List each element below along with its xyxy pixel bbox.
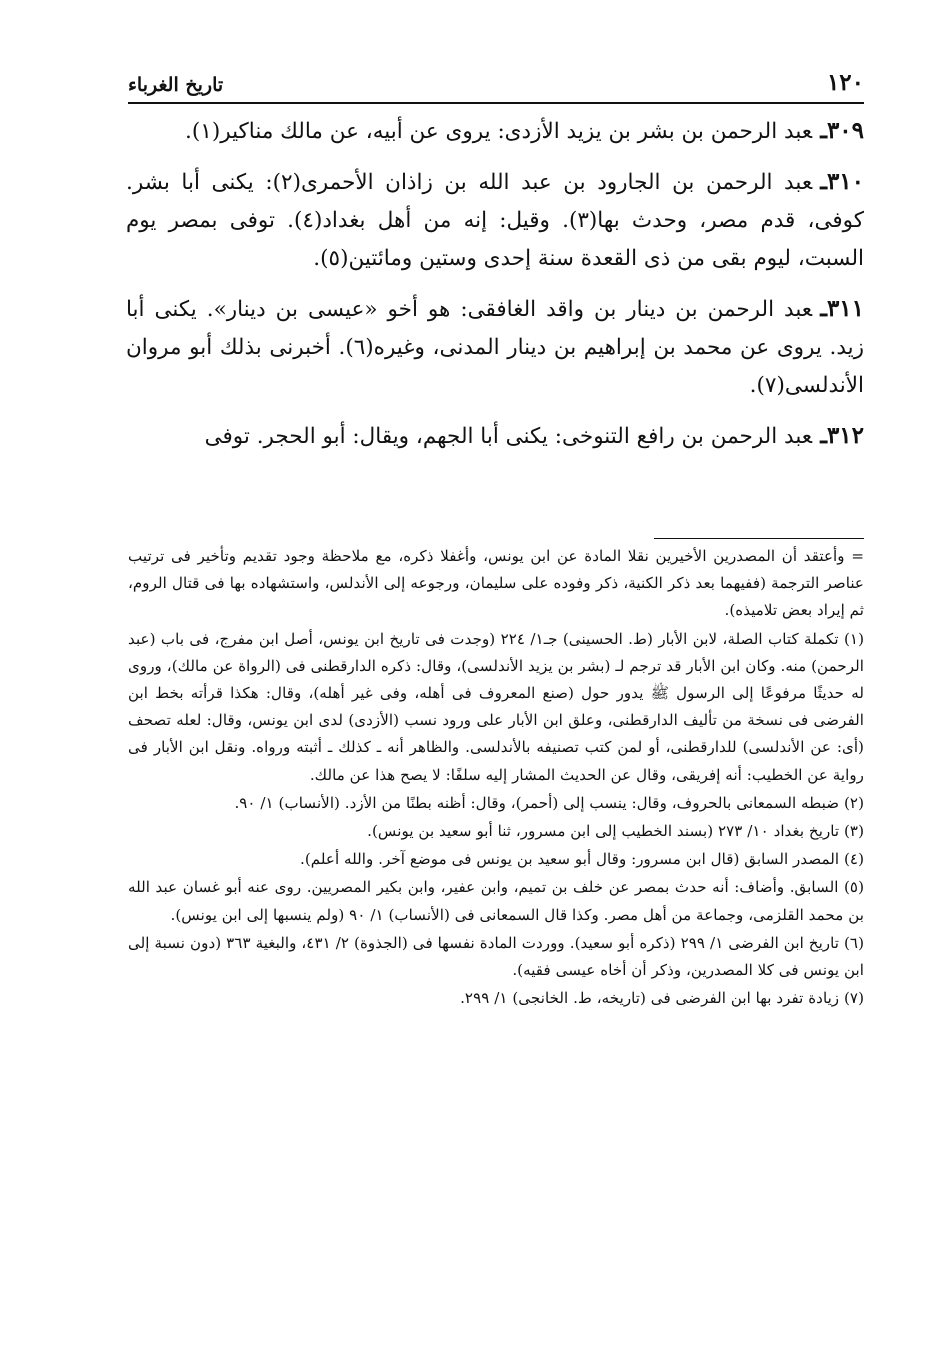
footnote-4: (٤) المصدر السابق (قال ابن مسرور: وقال أبو سعيد بن يونس فى موضع آخر. والله أعلم). <box>300 850 864 869</box>
biography-entries <box>126 112 864 468</box>
footnote-separator <box>654 538 864 539</box>
page-header <box>128 62 864 96</box>
footnote-1: (١) تكملة كتاب الصلة، لابن الأبار (ط. الحسينى) جـ١/ ٢٢٤ (وجدت فى تاريخ ابن يونس، أصل ابن مفرج، فى باب (عبد الرحمن) منه. وكان ابن الأبار قد ترجم لـ (بشر بن يزيد الأندلسى)، وقال: ذكره الدارقطنى فى (الرواة عن مالك)، وروى له حديثًا مرفوعًا إلى الرسول ﷺ يدور حول (صنع المعروف فى أهله، وفى غير أهله)، وقال: هكذا قرأته بخط ابن الفرضى فى نسخة من تأليف الدارقطنى، وعلق ابن الأبار على ورود نسب (الأزدى) لدى ابن يونس، وقال: لعله تصحف (أى: عن الأندلسى) للدارقطنى، أو لمن كتب تصنيفه بالأندلسى. والظاهر أنه ـ كذلك ـ أثبته ورواه. ونقل ابن الأبار فى رواية عن الخطيب: أنه إفريقى، وقال عن الحديث المشار إليه سلفًا: لا يصح هذا عن مالك. <box>128 629 865 784</box>
footnote-2: (٢) ضبطه السمعانى بالحروف، وقال: ينسب إلى (أحمر)، وقال: أظنه بطنًا من الأزد. (الأنساب) ١/ ٩٠. <box>234 793 864 812</box>
footnote-3: (٣) تاريخ بغداد ١٠/ ٢٧٣ (بسند الخطيب إلى ابن مسرور، ثنا أبو سعيد بن يونس). <box>367 822 864 841</box>
entry-text: عبد الرحمن بن رافع التنوخى: يكنى أبا الجهم، ويقال: أبو الحجر. توفى <box>204 424 813 449</box>
entry-number: ٣١١ـ <box>820 295 864 322</box>
entry-text: عبد الرحمن بن دينار بن واقد الغافقى: هو أخو «عيسى بن دينار». يكنى أبا زيد. يروى عن محمد بن إبراهيم بن دينار المدنى، وغيره(٦). أخبرنى بذلك أبو مروان الأندلسى(٧). <box>126 297 864 398</box>
entry-number: ٣١٠ـ <box>820 168 864 195</box>
entry-312 <box>126 417 864 456</box>
entry-309 <box>126 112 864 151</box>
entry-311 <box>126 290 864 405</box>
footnote-continuation: = وأعتقد أن المصدرين الأخيرين نقلا المادة عن ابن يونس، وأغفلا ذكره، مع ملاحظة وجود تقديم وتأخير فى ترتيب عناصر الترجمة (ففيهما بعد ذكر الكنية، ذكر وفوده على سليمان، ورجوعه إلى الأندلس، واستشهاده بها فى قتال الروم، ثم إيراد بعض تلاميذه). <box>128 547 864 620</box>
footnote-6: (٦) تاريخ ابن الفرضى ١/ ٢٩٩ (ذكره أبو سعيد). ووردت المادة نفسها فى (الجذوة) ٢/ ٤٣١، والبغية ٣٦٣ (دون نسبة إلى ابن يونس فى كلا المصدرين، وذكر أن أخاه عيسى فقيه). <box>128 933 865 980</box>
footnote-5: (٥) السابق. وأضاف: أنه حدث بمصر عن خلف بن تميم، وابن عفير، وابن بكير المصريين. روى عنه أبو غسان عبد الله بن محمد القلزمى، وجماعة من أهل مصر. وكذا قال السمعانى فى (الأنساب) ١/ ٩٠ (ولم ينسبها إلى ابن يونس). <box>128 878 864 924</box>
page-number: ١٢٠ <box>826 69 864 96</box>
entry-text: عبد الرحمن بن بشر بن يزيد الأزدى: يروى عن أبيه، عن مالك مناكير(١). <box>185 119 813 144</box>
entry-number: ٣١٢ـ <box>820 422 864 449</box>
footnotes <box>128 543 864 1013</box>
entry-310 <box>126 163 864 278</box>
header-rule <box>128 102 864 104</box>
entry-text: عبد الرحمن بن الجارود بن عبد الله بن زاذان الأحمرى(٢): يكنى أبا بشر. كوفى، قدم مصر، وحدث بها(٣). وقيل: إنه من أهل بغداد(٤). توفى بمصر يوم السبت، ليوم بقى من ذى القعدة سنة إحدى وستين ومائتين(٥). <box>126 170 865 271</box>
footnote-7: (٧) زيادة تفرد بها ابن الفرضى فى (تاريخه، ط. الخانجى) ١/ ٢٩٩. <box>460 989 864 1008</box>
running-title: تاريخ الغرباء <box>128 74 224 96</box>
entry-number: ٣٠٩ـ <box>820 117 864 144</box>
